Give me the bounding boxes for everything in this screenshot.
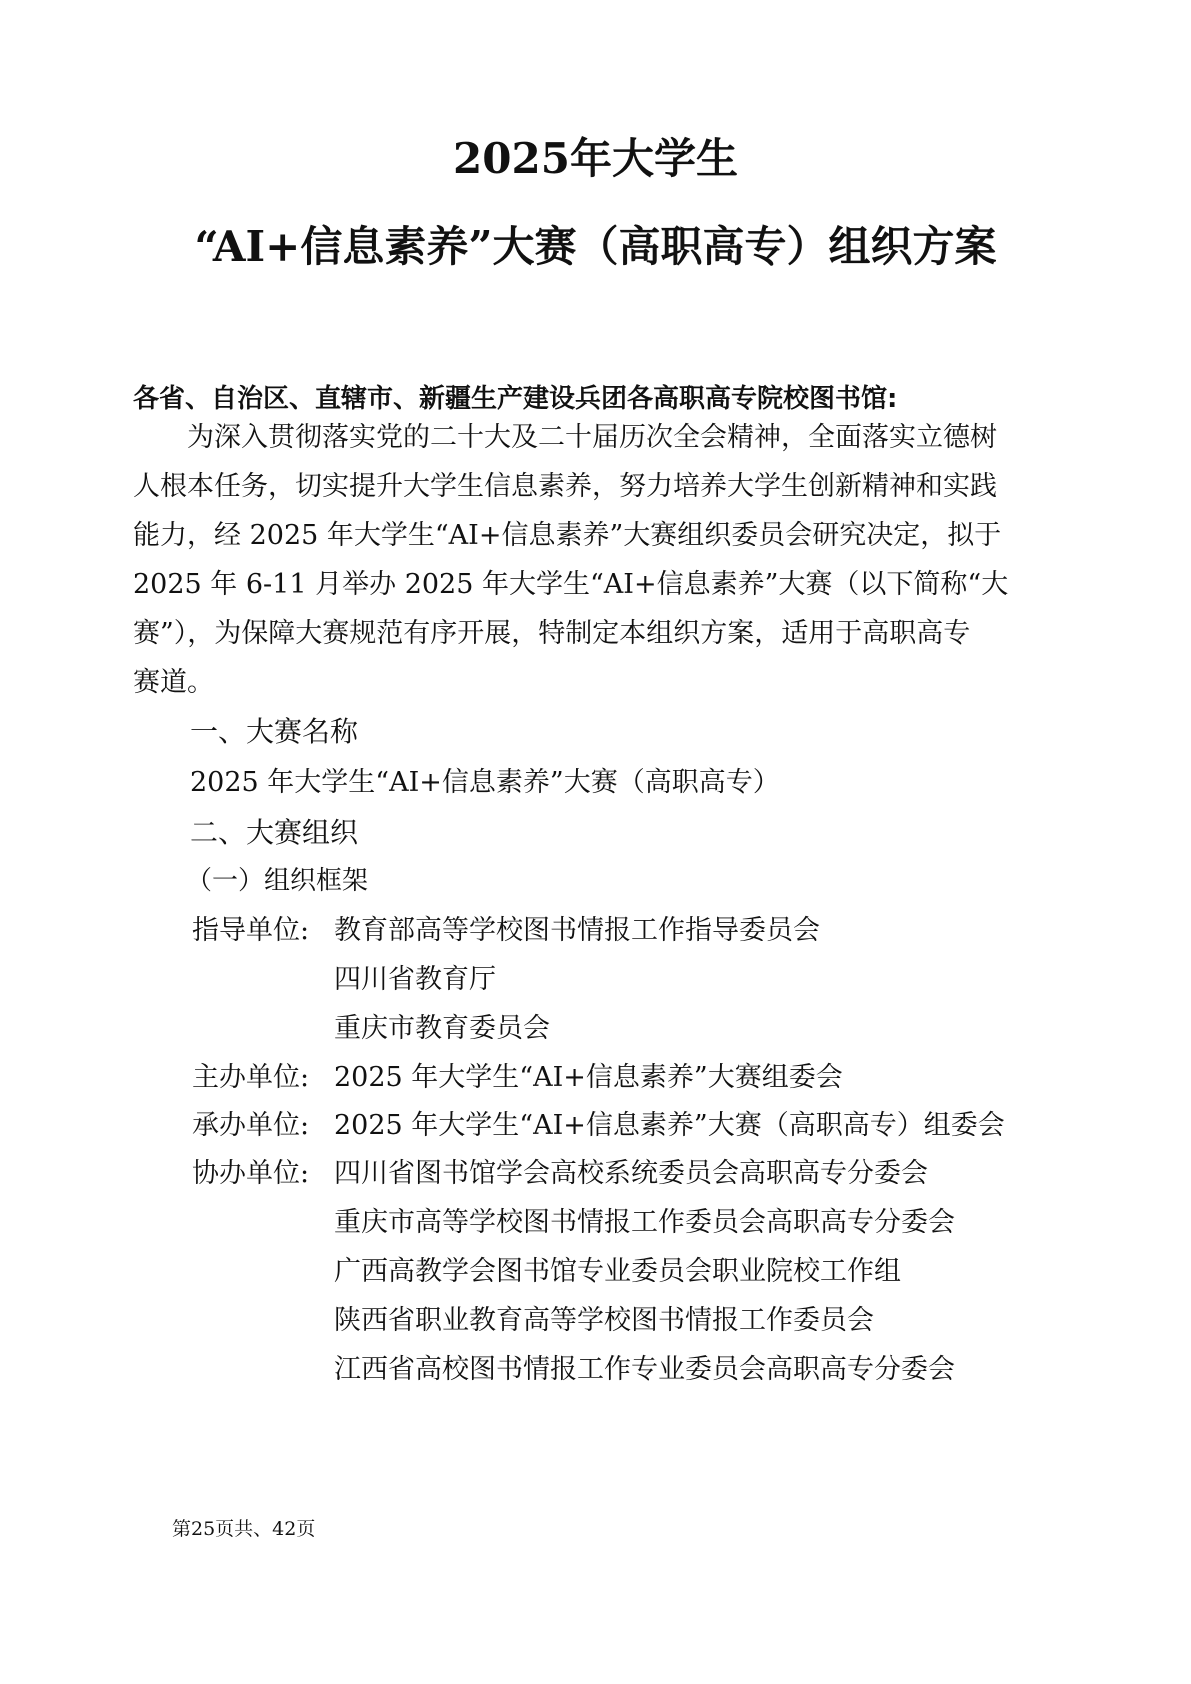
contest-name-text: 2025 年大学生“AI+信息素养”大赛（高职高专） [190, 767, 780, 798]
guide-unit-label: 指导单位: [192, 915, 310, 946]
host-unit-label: 主办单位: [192, 1062, 310, 1093]
assist-unit: 四川省图书馆学会高校系统委员会高职高专分委会 [334, 1158, 928, 1189]
document-title-line-1: 2025年大学生 [453, 134, 738, 183]
intro-paragraph-line: 能力，经 2025 年大学生“AI+信息素养”大赛组织委员会研究决定，拟于 [133, 520, 1002, 551]
assist-unit: 江西省高校图书情报工作专业委员会高职高专分委会 [334, 1354, 955, 1385]
section-heading-contest-name: 一、大赛名称 [190, 715, 359, 748]
page-number-footer: 第25页共、42页 [172, 1518, 316, 1540]
organizer-unit-label: 承办单位: [192, 1110, 310, 1141]
intro-paragraph-line: 人根本任务，切实提升大学生信息素养，努力培养大学生创新精神和实践 [133, 471, 997, 502]
assist-unit: 重庆市高等学校图书情报工作委员会高职高专分委会 [334, 1207, 955, 1238]
intro-paragraph-line: 为深入贯彻落实党的二十大及二十届历次全会精神，全面落实立德树 [133, 422, 997, 453]
subsection-heading-framework: （一）组织框架 [186, 866, 369, 896]
guide-unit: 教育部高等学校图书情报工作指导委员会 [334, 915, 820, 946]
assist-unit: 广西高教学会图书馆专业委员会职业院校工作组 [334, 1256, 901, 1287]
salutation: 各省、自治区、直辖市、新疆生产建设兵团各高职高专院校图书馆: [133, 384, 898, 414]
intro-paragraph-line: 赛道。 [133, 667, 214, 698]
assist-unit: 陕西省职业教育高等学校图书情报工作委员会 [334, 1305, 874, 1336]
guide-unit: 重庆市教育委员会 [334, 1013, 550, 1044]
guide-unit: 四川省教育厅 [334, 964, 496, 995]
organizer-unit: 2025 年大学生“AI+信息素养”大赛（高职高专）组委会 [334, 1110, 1005, 1141]
host-unit: 2025 年大学生“AI+信息素养”大赛组委会 [334, 1062, 843, 1093]
section-heading-organization: 二、大赛组织 [190, 816, 359, 849]
document-title-line-2: “AI+信息素养”大赛（高职高专）组织方案 [194, 222, 997, 271]
assist-unit-label: 协办单位: [192, 1158, 310, 1189]
intro-paragraph-line: 2025 年 6-11 月举办 2025 年大学生“AI+信息素养”大赛（以下简称“大 [133, 569, 1009, 600]
intro-paragraph-line: 赛”），为保障大赛规范有序开展，特制定本组织方案，适用于高职高专 [133, 618, 971, 649]
